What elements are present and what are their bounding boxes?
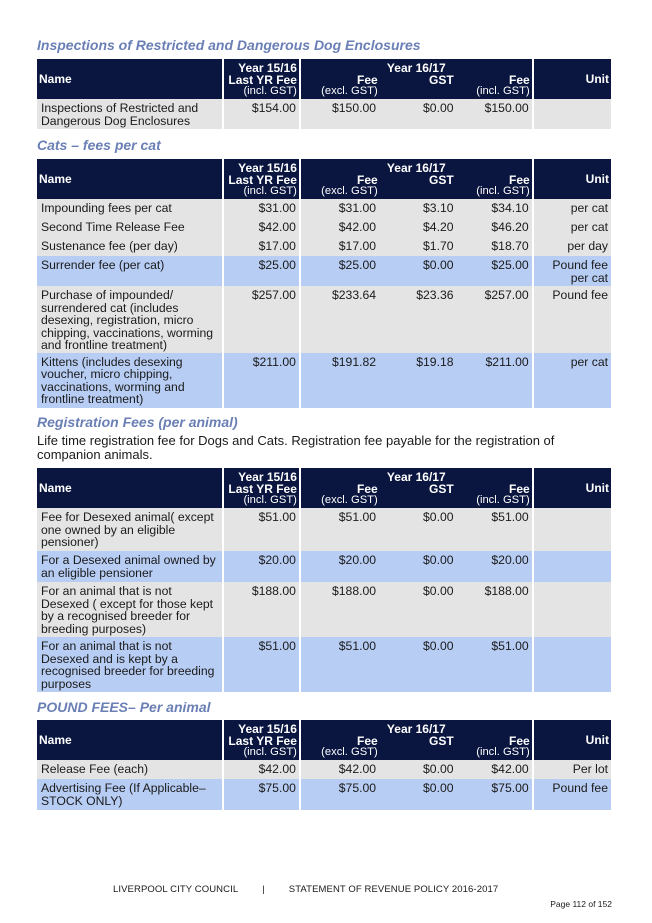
table-row — [37, 582, 611, 637]
row-last-fee: $17.00 — [224, 237, 299, 256]
row-name: Release Fee (each) — [37, 760, 222, 779]
row-unit: Pound fee per cat — [534, 256, 611, 286]
row-last-fee: $25.00 — [224, 256, 299, 286]
header-unit: Unit — [534, 159, 611, 199]
header-name: Name — [37, 468, 222, 508]
row-name: Kittens (includes desexing voucher, micro chipping, vaccinations, worming and frontline treatment) — [37, 353, 222, 408]
row-fee-incl: $51.00 — [491, 639, 529, 653]
row-fee: $51.00 — [338, 639, 377, 653]
row-name: Advertising Fee (If Applicable– STOCK ONLY) — [37, 779, 222, 810]
row-unit: per cat — [534, 218, 611, 237]
table-row — [37, 237, 611, 256]
row-fee: $191.82 — [332, 354, 377, 369]
footer-separator: | — [262, 884, 265, 895]
row-fee-incl: $34.10 — [491, 201, 529, 215]
table-row — [37, 551, 611, 582]
row-fee-incl: $75.00 — [491, 781, 529, 795]
row-last-fee: $257.00 — [224, 286, 299, 353]
row-last-fee: $20.00 — [224, 551, 299, 582]
row-fee-incl: $20.00 — [491, 553, 529, 567]
header-unit: Unit — [534, 59, 611, 99]
row-name: Impounding fees per cat — [37, 199, 222, 218]
section-title-pound-fees: POUND FEES– Per animal — [37, 699, 211, 715]
row-fee-incl: $211.00 — [485, 354, 529, 369]
row-gst: $0.00 — [423, 639, 454, 653]
row-unit: per day — [534, 237, 611, 256]
row-gst: $23.36 — [416, 288, 454, 302]
row-fee-incl: $18.70 — [491, 239, 529, 253]
header-year-curr: Year 16/17 Fee (excl. GST) GST Fee (incl. GST) — [301, 59, 532, 99]
row-name: For an animal that is not Desexed ( except for those kept by a recognised breeder for breeding purposes) — [37, 582, 222, 637]
row-name: For an animal that is not Desexed and is kept by a recognised breeder for breeding purposes — [37, 637, 222, 692]
row-gst: $19.18 — [416, 354, 454, 369]
section-title-cats: Cats – fees per cat — [37, 137, 161, 153]
row-fee: $42.00 — [338, 220, 377, 234]
table-row — [37, 99, 611, 129]
row-last-fee: $188.00 — [224, 582, 299, 637]
row-name: For a Desexed animal owned by an eligible pensioner — [37, 551, 222, 582]
header-year-curr: Year 16/17 Fee (excl. GST) GST Fee (incl. GST) — [301, 720, 532, 760]
row-unit: Pound fee — [534, 779, 611, 810]
row-fee-incl: $188.00 — [484, 584, 529, 598]
row-fee: $233.64 — [332, 288, 377, 302]
row-fee: $20.00 — [338, 553, 377, 567]
fee-table-pound-fees — [35, 720, 613, 810]
row-last-fee: $154.00 — [224, 99, 299, 129]
section-title-registration: Registration Fees (per animal) — [37, 414, 238, 430]
row-gst: $0.00 — [423, 258, 454, 272]
row-name: Sustenance fee (per day) — [37, 237, 222, 256]
row-gst: $0.00 — [423, 553, 454, 567]
row-name: Inspections of Restricted and Dangerous Dog Enclosures — [37, 99, 222, 129]
row-fee: $75.00 — [338, 781, 377, 795]
header-year-curr: Year 16/17 Fee (excl. GST) GST Fee (incl. GST) — [301, 159, 532, 199]
row-fee: $42.00 — [338, 762, 377, 776]
row-fee-incl: $257.00 — [484, 288, 529, 302]
header-year-curr: Year 16/17 Fee (excl. GST) GST Fee (incl. GST) — [301, 468, 532, 508]
row-last-fee: $75.00 — [224, 779, 299, 810]
row-gst: $1.70 — [423, 239, 454, 253]
row-gst: $0.00 — [423, 101, 454, 115]
row-gst: $0.00 — [423, 762, 454, 776]
header-year-prev: Year 15/16 Last YR Fee (incl. GST) — [224, 159, 299, 199]
row-unit: Pound fee — [534, 286, 611, 353]
header-unit: Unit — [534, 468, 611, 508]
row-name: Purchase of impounded/ surrendered cat (includes desexing, registration, micro chipping, vaccinations, worming and frontline treatment) — [37, 286, 222, 353]
row-fee: $31.00 — [338, 201, 377, 215]
table-row — [37, 256, 611, 286]
row-name: Second Time Release Fee — [37, 218, 222, 237]
row-gst: $4.20 — [423, 220, 454, 234]
row-fee: $150.00 — [332, 101, 377, 115]
row-name: Fee for Desexed animal( except one owned by an eligible pensioner) — [37, 508, 222, 551]
row-last-fee: $42.00 — [224, 760, 299, 779]
table-row — [37, 637, 611, 692]
row-last-fee: $42.00 — [224, 218, 299, 237]
row-unit — [534, 99, 611, 129]
footer-org: LIVERPOOL CITY COUNCIL — [113, 884, 239, 895]
header-year-prev: Year 15/16 Last YR Fee (incl. GST) — [224, 59, 299, 99]
row-unit: Per lot — [534, 760, 611, 779]
page-footer — [113, 884, 498, 895]
row-gst: $3.10 — [423, 201, 454, 215]
row-gst: $0.00 — [423, 781, 454, 795]
row-unit: per cat — [534, 353, 611, 408]
row-fee: $17.00 — [338, 239, 377, 253]
header-name: Name — [37, 159, 222, 199]
table-row — [37, 286, 611, 353]
fee-table-dog-enclosures — [35, 59, 613, 129]
header-name: Name — [37, 720, 222, 760]
header-year-prev: Year 15/16 Last YR Fee (incl. GST) — [224, 720, 299, 760]
row-fee-incl: $42.00 — [491, 762, 529, 776]
row-fee-incl: $46.20 — [491, 220, 529, 234]
row-unit — [534, 551, 611, 582]
header-year-prev: Year 15/16 Last YR Fee (incl. GST) — [224, 468, 299, 508]
row-unit — [534, 637, 611, 692]
table-row — [37, 779, 611, 810]
row-fee-incl: $25.00 — [491, 258, 529, 272]
row-fee: $51.00 — [338, 510, 377, 524]
fee-table-cats — [35, 159, 613, 408]
row-last-fee: $31.00 — [224, 199, 299, 218]
section-title-dog-enclosures: Inspections of Restricted and Dangerous Dog Enclosures — [37, 37, 421, 53]
table-row — [37, 199, 611, 218]
row-unit — [534, 582, 611, 637]
row-last-fee: $51.00 — [224, 637, 299, 692]
table-row — [37, 353, 611, 408]
header-name: Name — [37, 59, 222, 99]
row-fee: $188.00 — [332, 584, 377, 598]
section-intro-registration: Life time registration fee for Dogs and Cats. Registration fee payable for the registration of companion animals. — [37, 433, 555, 462]
table-row — [37, 218, 611, 237]
page-number: Page 112 of 152 — [550, 899, 612, 909]
table-row — [37, 760, 611, 779]
row-name: Surrender fee (per cat) — [37, 256, 222, 286]
row-last-fee: $51.00 — [224, 508, 299, 551]
row-fee-incl: $150.00 — [484, 101, 529, 115]
footer-doc-title: STATEMENT OF REVENUE POLICY 2016-2017 — [288, 884, 499, 895]
row-unit — [534, 508, 611, 551]
header-unit: Unit — [534, 720, 611, 760]
row-gst: $0.00 — [423, 510, 454, 524]
table-row — [37, 508, 611, 551]
row-gst: $0.00 — [423, 584, 454, 598]
row-last-fee: $211.00 — [224, 353, 299, 408]
row-fee: $25.00 — [338, 258, 377, 272]
row-unit: per cat — [534, 199, 611, 218]
fee-table-registration — [35, 468, 613, 692]
row-fee-incl: $51.00 — [491, 510, 529, 524]
